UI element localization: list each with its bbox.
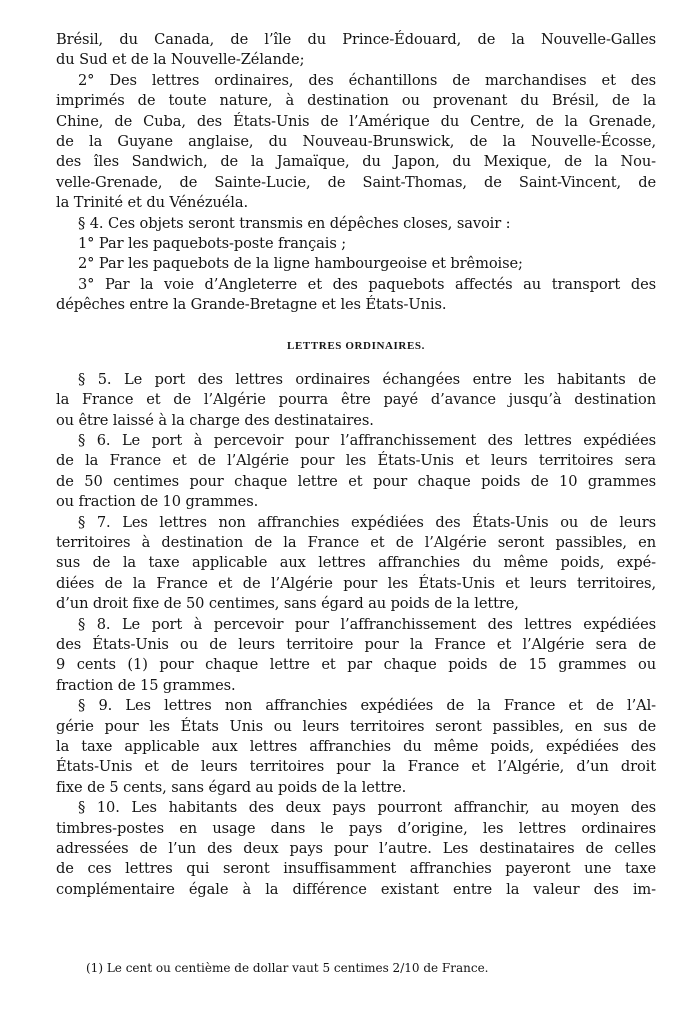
text-line: de ces lettres qui seront insuffisamment affranchies payeront une taxe <box>56 860 656 878</box>
text-line: de la Guyane anglaise, du Nouveau-Brunswick, de la Nouvelle-Écosse, <box>56 133 656 151</box>
paragraph-start: § 5. Le port des lettres ordinaires échangées entre les habitants de <box>78 370 656 388</box>
text-line: diées de la France et de l’Algérie pour les États-Unis et leurs territoires, <box>56 574 656 592</box>
list-item: 3° Par la voie d’Angleterre et des paquebots affectés au transport des <box>78 275 656 293</box>
text-line: fraction de 15 grammes. <box>56 676 236 694</box>
text-line: de la France et de l’Algérie pour les États-Unis et leurs territoires sera <box>56 452 656 470</box>
text-line: Chine, de Cuba, des États-Unis de l’Amérique du Centre, de la Grenade, <box>56 112 656 130</box>
text-line: velle-Grenade, de Sainte-Lucie, de Saint-Thomas, de Saint-Vincent, de <box>56 173 656 191</box>
list-item: 1° Par les paquebots-poste français ; <box>78 235 347 253</box>
text-line: sus de la taxe applicable aux lettres affranchies du même poids, expé- <box>56 554 656 572</box>
text-line: États-Unis et de leurs territoires pour la France et l’Algérie, d’un droit <box>56 758 656 776</box>
text-line: dépêches entre la Grande-Bretagne et les États-Unis. <box>56 296 447 314</box>
paragraph-start: § 4. Ces objets seront transmis en dépêches closes, savoir : <box>78 214 511 232</box>
text-line: des îles Sandwich, de la Jamaïque, du Japon, du Mexique, de la Nou- <box>56 153 656 171</box>
paragraph-start: § 9. Les lettres non affranchies expédiées de la France et de l’Al- <box>78 697 656 715</box>
text-line: fixe de 5 cents, sans égard au poids de la lettre. <box>56 778 407 796</box>
paragraph-start: § 8. Le port à percevoir pour l’affranchissement des lettres expédiées <box>78 615 656 633</box>
list-item: 2° Par les paquebots de la ligne hambourgeoise et brêmoise; <box>78 255 523 273</box>
text-line: adressées de l’un des deux pays pour l’autre. Les destinataires de celles <box>56 840 656 858</box>
document-page <box>56 30 656 900</box>
paragraph-start: § 6. Le port à percevoir pour l’affranchissement des lettres expédiées <box>78 431 656 449</box>
text-line: la taxe applicable aux lettres affranchies du même poids, expédiées des <box>56 738 656 755</box>
text-line: ou fraction de 10 grammes. <box>56 493 259 511</box>
text-line: de 50 centimes pour chaque lettre et pour chaque poids de 10 grammes <box>56 472 656 490</box>
text-line: complémentaire égale à la différence existant entre la valeur des im- <box>56 880 656 898</box>
text-line: des États-Unis ou de leurs territoire pour la France et l’Algérie sera de <box>56 635 656 653</box>
text-line: la France et de l’Algérie pourra être payé d’avance jusqu’à destination <box>56 391 656 409</box>
text-line: imprimés de toute nature, à destination ou provenant du Brésil, de la <box>56 92 656 110</box>
paragraph-start: § 7. Les lettres non affranchies expédiées des États-Unis ou de leurs <box>78 513 656 531</box>
text-line: timbres-postes en usage dans le pays d’origine, les lettres ordinaires <box>56 819 656 837</box>
section-heading: LETTRES ORDINAIRES. <box>287 339 425 352</box>
paragraph-start: § 10. Les habitants des deux pays pourront affranchir, au moyen des <box>78 799 656 817</box>
text-line: d’un droit fixe de 50 centimes, sans égard au poids de la lettre, <box>56 595 519 613</box>
text-line: Brésil, du Canada, de l’île du Prince-Édouard, de la Nouvelle-Galles <box>56 31 656 48</box>
text-line: 2° Des lettres ordinaires, des échantillons de marchandises et des <box>78 71 656 89</box>
text-line: 9 cents (1) pour chaque lettre et par chaque poids de 15 grammes ou <box>56 656 656 674</box>
text-line: du Sud et de la Nouvelle-Zélande; <box>56 51 305 69</box>
text-line: gérie pour les États Unis ou leurs territoires seront passibles, en sus de <box>56 717 656 735</box>
text-line: territoires à destination de la France et de l’Algérie seront passibles, en <box>56 533 656 551</box>
footnote: (1) Le cent ou centième de dollar vaut 5 centimes 2/10 de France. <box>86 961 489 975</box>
text-line: ou être laissé à la charge des destinataires. <box>56 411 374 429</box>
text-line: la Trinité et du Vénézuéla. <box>56 194 249 212</box>
